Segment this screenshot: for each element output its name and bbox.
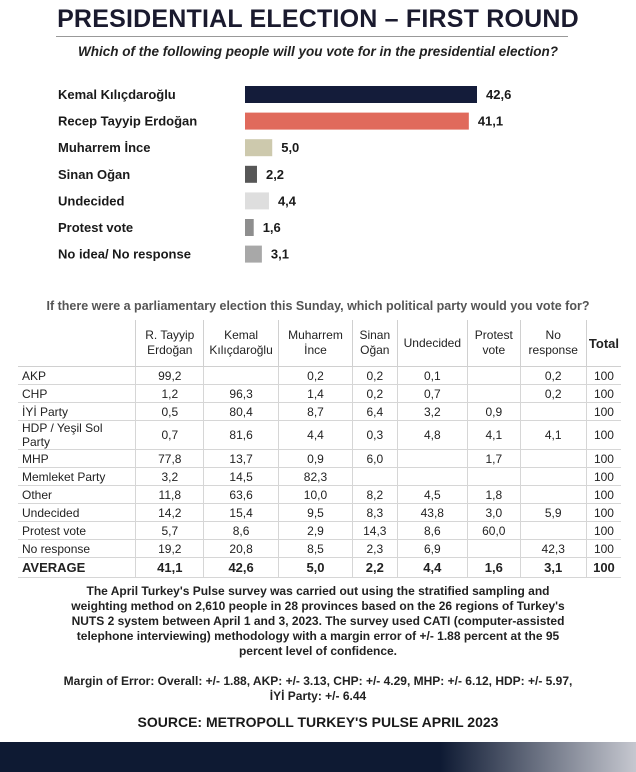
table-cell: 0,2 — [520, 385, 586, 403]
table-cell: 5,7 — [136, 522, 204, 540]
table-cell: 100 — [586, 522, 621, 540]
bar — [245, 192, 269, 209]
table-cell: 42,6 — [204, 558, 279, 578]
table-cell: 100 — [586, 385, 621, 403]
bar-value-label: 41,1 — [477, 113, 504, 129]
bar — [245, 113, 469, 130]
header-line: Erdoğan — [147, 343, 193, 357]
table-cell: 0,2 — [278, 367, 352, 385]
header-blank — [18, 320, 136, 367]
table-cell: 99,2 — [136, 367, 204, 385]
table-row — [18, 540, 621, 558]
table-cell: 82,3 — [278, 468, 352, 486]
table-cell — [520, 522, 586, 540]
table-cell: 100 — [586, 450, 621, 468]
table-cell: 60,0 — [468, 522, 520, 540]
table-cell: 13,7 — [204, 450, 279, 468]
table-cell: 5,9 — [520, 504, 586, 522]
table-cell: 2,3 — [353, 540, 397, 558]
table-row — [18, 403, 621, 421]
row-label: CHP — [18, 385, 136, 403]
source-text: SOURCE: METROPOLL TURKEY'S PULSE APRIL 2023 — [137, 714, 499, 730]
table-cell: 0,9 — [278, 450, 352, 468]
table-row — [18, 385, 621, 403]
table-row — [18, 450, 621, 468]
table-cell: 2,2 — [353, 558, 397, 578]
table-cell: 100 — [586, 558, 621, 578]
table-cell — [353, 468, 397, 486]
methodology-text: The April Turkey's Pulse survey was carried out using the stratified sampling and weighting method on 2,610 people in 28 provinces based on the 26 regions of Turkey's NUTS 2 system between April 1 and 3, 2023. The survey used CATI (computer-assisted telephone interviewing) methodology with a margin error of +/- 1.88 percent at the 95 percent level of confidence. — [71, 584, 565, 658]
header-line: vote — [482, 343, 506, 357]
table-cell: 3,1 — [520, 558, 586, 578]
table-cell: 0,2 — [353, 367, 397, 385]
row-label: AKP — [18, 367, 136, 385]
table-cell: 100 — [586, 421, 621, 450]
header-undecided — [397, 320, 468, 367]
table-row — [18, 421, 621, 450]
table-cell: 1,2 — [136, 385, 204, 403]
table-cell: 4,1 — [468, 421, 520, 450]
table-cell: 100 — [586, 504, 621, 522]
bar-value-label: 1,6 — [262, 220, 281, 235]
table-cell — [468, 367, 520, 385]
bar-value-label: 42,6 — [486, 87, 512, 102]
presidential-bar-chart — [0, 78, 636, 278]
table-cell — [468, 468, 520, 486]
table-cell: 15,4 — [204, 504, 279, 522]
header-line: Kılıçdaroğlu — [209, 343, 273, 357]
table-cell: 20,8 — [204, 540, 279, 558]
table-cell: 4,8 — [397, 421, 468, 450]
header-line: response — [528, 343, 578, 357]
table-row — [18, 468, 621, 486]
header-protest — [468, 320, 520, 367]
page-subtitle: Which of the following people will you vote for in the presidential election? — [77, 44, 559, 59]
table-cell: 100 — [586, 486, 621, 504]
bar-value-label: 4,4 — [277, 193, 297, 209]
table-cell: 8,6 — [204, 522, 279, 540]
header-total — [586, 320, 621, 367]
header-line: Protest — [474, 328, 513, 342]
margin-of-error-text: Margin of Error: Overall: +/- 1.88, AKP: +/- 3.13, CHP: +/- 4.29, MHP: +/- 6.12, HDP: +/- 5.97, İYİ Party: +/- 6.44 — [63, 674, 573, 703]
table-cell: 77,8 — [136, 450, 204, 468]
bar — [245, 246, 262, 263]
row-label: Other — [18, 486, 136, 504]
bar-category-label: Protest vote — [58, 220, 134, 235]
row-label: Protest vote — [18, 522, 136, 540]
table-cell: 14,5 — [204, 468, 279, 486]
table-cell: 19,2 — [136, 540, 204, 558]
table-body — [18, 367, 621, 578]
average-row — [18, 558, 621, 578]
footer-fade — [440, 742, 636, 772]
table-cell: 0,5 — [136, 403, 204, 421]
table-cell: 6,4 — [353, 403, 397, 421]
table-cell: 100 — [586, 540, 621, 558]
table-cell — [468, 385, 520, 403]
row-label: HDP / Yeşil Sol Party — [18, 421, 136, 450]
row-label: MHP — [18, 450, 136, 468]
table-cell: 80,4 — [204, 403, 279, 421]
table-cell — [520, 403, 586, 421]
table-cell: 5,0 — [278, 558, 352, 578]
table-row — [18, 486, 621, 504]
row-label: Undecided — [18, 504, 136, 522]
table-cell: 3,0 — [468, 504, 520, 522]
header-line: Undecided — [403, 335, 461, 350]
table-cell: 81,6 — [204, 421, 279, 450]
table-cell — [397, 450, 468, 468]
table-cell: 4,5 — [397, 486, 468, 504]
table-cell: 14,3 — [353, 522, 397, 540]
table-cell: 1,7 — [468, 450, 520, 468]
bar-value-label: 5,0 — [281, 140, 300, 156]
header-kilicdaroglu — [204, 320, 279, 367]
party-crosstab-table — [18, 320, 621, 578]
table-cell: 14,2 — [136, 504, 204, 522]
table-row — [18, 367, 621, 385]
table-row — [18, 504, 621, 522]
bar-category-label: No idea/ No response — [58, 246, 191, 262]
table-cell — [520, 450, 586, 468]
bar — [245, 219, 254, 236]
table-cell — [520, 468, 586, 486]
bar-value-label: 2,2 — [265, 166, 285, 182]
table-cell: 4,1 — [520, 421, 586, 450]
table-cell: 96,3 — [204, 385, 279, 403]
bar-category-label: Undecided — [58, 193, 125, 209]
table-cell: 8,5 — [278, 540, 352, 558]
table-cell: 1,4 — [278, 385, 352, 403]
table-cell: 100 — [586, 403, 621, 421]
table-cell: 8,7 — [278, 403, 352, 421]
row-label: No response — [18, 540, 136, 558]
header-erdogan — [136, 320, 204, 367]
bar — [245, 86, 477, 103]
bar-value-label: 3,1 — [270, 246, 289, 262]
table-cell: 0,3 — [353, 421, 397, 450]
table-row — [18, 522, 621, 540]
table-cell: 43,8 — [397, 504, 468, 522]
table-cell: 0,2 — [353, 385, 397, 403]
header-ince — [278, 320, 352, 367]
bar-category-label: Recep Tayyip Erdoğan — [58, 113, 198, 129]
table-cell: 10,0 — [278, 486, 352, 504]
table-cell: 2,9 — [278, 522, 352, 540]
table-cell — [520, 486, 586, 504]
table-cell: 1,8 — [468, 486, 520, 504]
table-cell: 4,4 — [278, 421, 352, 450]
table-cell: 100 — [586, 367, 621, 385]
page-title: PRESIDENTIAL ELECTION – FIRST ROUND — [57, 5, 579, 33]
bar-category-label: Muharrem İnce — [58, 140, 151, 156]
header-line: Kemal — [224, 328, 259, 342]
table-cell: 8,6 — [397, 522, 468, 540]
table-cell: 3,2 — [397, 403, 468, 421]
table-cell — [204, 367, 279, 385]
bar-category-label: Sinan Oğan — [58, 166, 131, 182]
table-cell: 100 — [586, 468, 621, 486]
header-line: Muharrem — [288, 328, 343, 342]
header-ogan — [353, 320, 397, 367]
table-cell: 6,9 — [397, 540, 468, 558]
header-line: R. Tayyip — [145, 328, 195, 342]
table-cell: 0,9 — [468, 403, 520, 421]
table-cell: 3,2 — [136, 468, 204, 486]
header-line: Total — [588, 335, 619, 351]
table-cell: 4,4 — [397, 558, 468, 578]
table-cell: 0,2 — [520, 367, 586, 385]
header-line: Oğan — [360, 343, 390, 357]
header-no-response — [520, 320, 586, 367]
table-cell: 41,1 — [136, 558, 204, 578]
table-cell: 0,7 — [136, 421, 204, 450]
table-cell: 8,2 — [353, 486, 397, 504]
table-cell: 63,6 — [204, 486, 279, 504]
row-label: AVERAGE — [18, 558, 136, 578]
table-header-row — [18, 320, 621, 367]
row-label: Memleket Party — [18, 468, 136, 486]
header-line: İnce — [304, 343, 327, 357]
table-cell: 0,7 — [397, 385, 468, 403]
title-divider — [56, 36, 568, 37]
table-cell: 1,6 — [468, 558, 520, 578]
party-question: If there were a parliamentary election this Sunday, which political party would you vote for? — [46, 299, 590, 313]
bar-category-label: Kemal Kılıçdaroğlu — [58, 87, 176, 102]
table-cell: 8,3 — [353, 504, 397, 522]
row-label: İYİ Party — [18, 403, 136, 421]
header-line: No — [545, 328, 561, 342]
table-cell: 42,3 — [520, 540, 586, 558]
table-cell: 9,5 — [278, 504, 352, 522]
table-cell — [468, 540, 520, 558]
bar — [245, 139, 272, 156]
table-cell — [397, 468, 468, 486]
header-line: Sinan — [359, 328, 391, 342]
table-cell: 6,0 — [353, 450, 397, 468]
bar — [245, 166, 257, 183]
table-cell: 11,8 — [136, 486, 204, 504]
table-cell: 0,1 — [397, 367, 468, 385]
